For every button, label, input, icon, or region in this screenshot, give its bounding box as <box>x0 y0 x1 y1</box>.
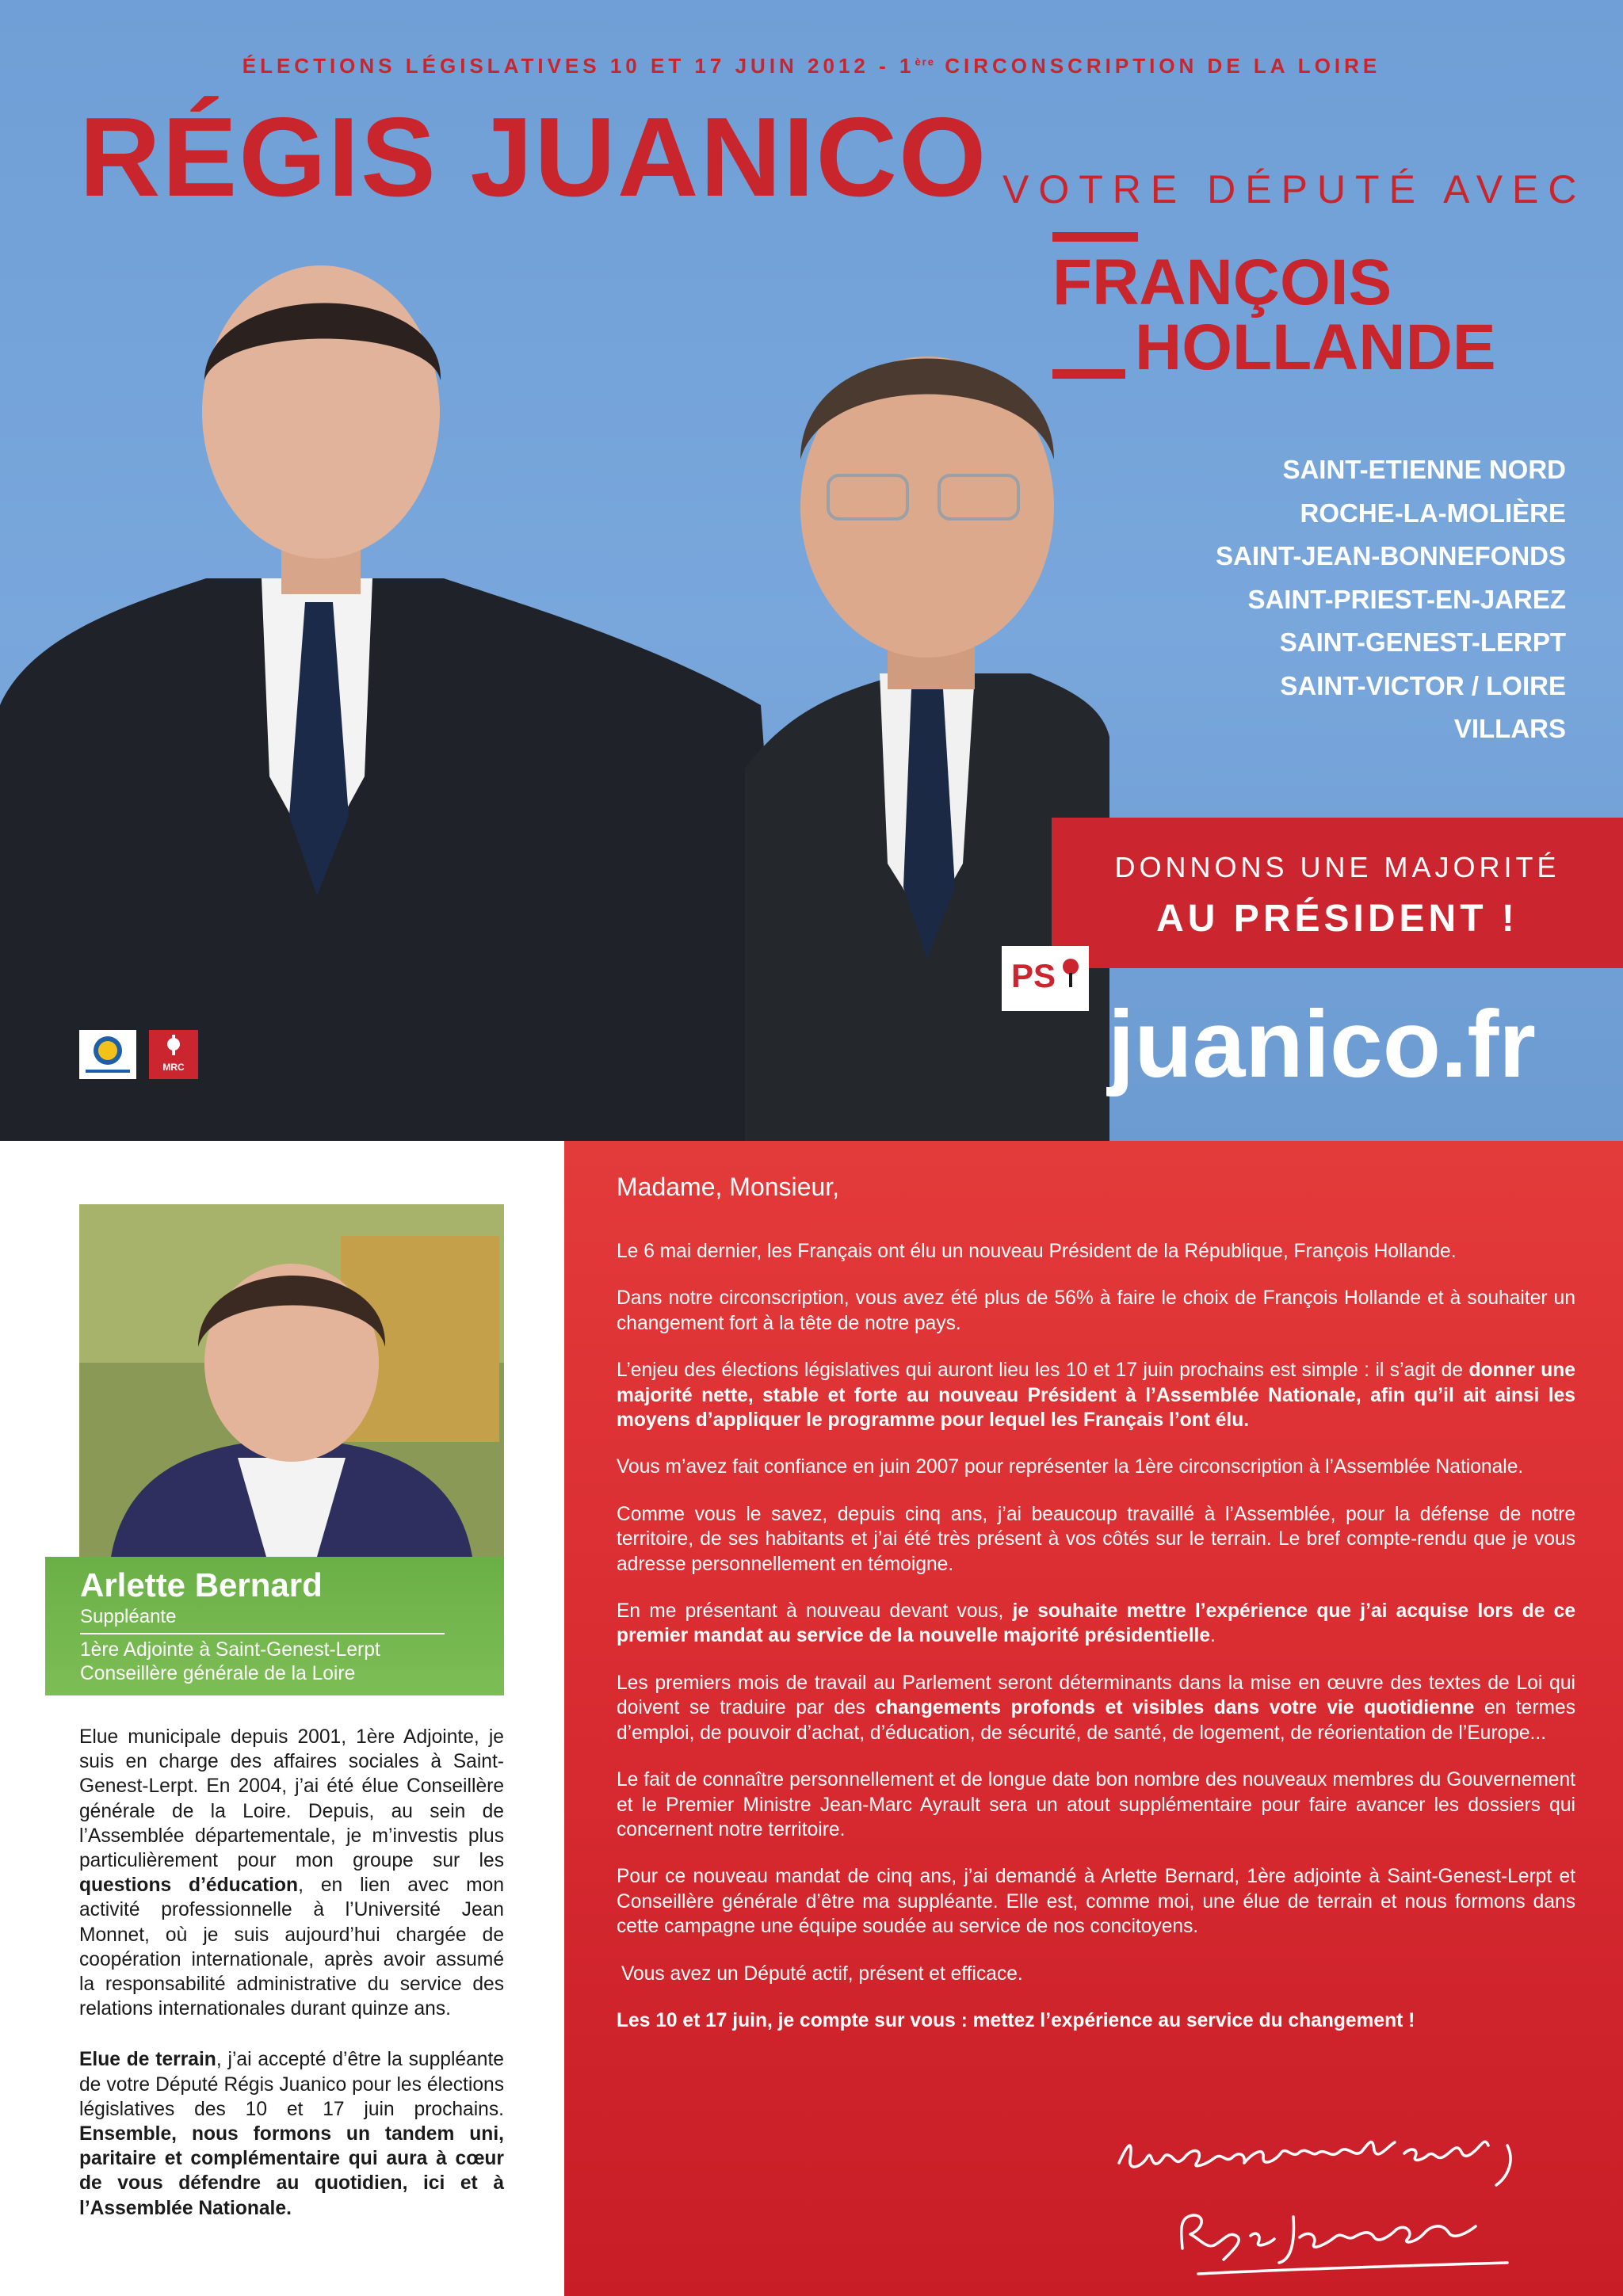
letter-paragraph: Comme vous le savez, depuis cinq ans, j’ai beaucoup travaillé à l’Assemblée, pour la défense de notre territoire, de ses habitants et j’ai été très présent à vos côtés sur le terrain. Le bref compte-rendu que je vous adresse personnellement en témoigne. <box>617 1503 1575 1575</box>
letter-paragraph: Pour ce nouveau mandat de cinq ans, j’ai demandé à Arlette Bernard, 1ère adjointe à Saint-Genest-Lerpt et Conseillère générale d’être ma suppléante. Elle est, comme moi, une élue de terrain et nous formons dans cette campagne une équipe soudée au service de nos concitoyens. <box>617 1866 1575 1938</box>
letter-paragraph: Les premiers mois de travail au Parlement seront déterminants dans la mise en œuvre des textes de Loi qui doivent se traduire par des changements profonds et visibles dans votre vie quotidienne en termes d’emploi, de pouvoir d’achat, d’éducation, de sécurité, de santé, de logement, de réorientation de l’Europe... <box>617 1672 1576 1744</box>
letter-closing: Les 10 et 17 juin, je compte sur vous : mettez l’expérience au service du changement ! <box>617 2009 1415 2031</box>
letter-paragraph: Vous avez un Député actif, présent et efficace. <box>621 1962 1023 1985</box>
bio-paragraph: Elue de terrain, j’ai accepté d’être la suppléante de votre Député Régis Juanico pour les élections législatives des 10 et 17 juin prochains. Ensemble, nous formons un tandem uni, paritaire et complémentaire qui aura à cœur de vous défendre au quotidien, ici et à l’Assemblée Nationale. <box>79 2049 504 2219</box>
ps-logo <box>1002 946 1089 1011</box>
mrc-logo-text: MRC <box>162 1062 185 1073</box>
town-item: SAINT-VICTOR / LOIRE <box>1280 670 1566 700</box>
substitute-title-2: Conseillère générale de la Loire <box>80 1663 356 1684</box>
ps-logo-text: PS <box>1011 957 1056 994</box>
substitute-bio <box>79 1725 504 2247</box>
accent-bar <box>1052 232 1138 242</box>
substitute-role: Suppléante <box>80 1606 177 1627</box>
letter-body <box>617 1239 1575 2055</box>
prg-logo <box>79 1030 136 1079</box>
town-item: SAINT-ETIENNE NORD <box>1282 455 1566 484</box>
mrc-logo <box>149 1030 198 1079</box>
majority-banner <box>1052 818 1623 968</box>
rose-icon <box>1059 957 1083 989</box>
substitute-title-1: 1ère Adjointe à Saint-Genest-Lerpt <box>80 1639 380 1661</box>
divider <box>80 1633 445 1634</box>
majority-line-1: DONNONS UNE MAJORITÉ <box>1114 851 1560 883</box>
towns-list <box>1216 448 1566 751</box>
hero-banner <box>0 0 1623 1141</box>
letter-paragraph: Dans notre circonscription, vous avez été plus de 56% à faire le choix de François Hollande et à souhaiter un changement fort à la tête de notre pays. <box>617 1287 1575 1334</box>
substitute-column <box>0 1141 564 2296</box>
letter-paragraph: En me présentant à nouveau devant vous, je souhaite mettre l’expérience que j’ai acquise lors de ce premier mandat au service de la nouvelle majorité présidentielle. <box>617 1600 1576 1647</box>
letter-paragraph: Le fait de connaître personnellement et de longue date bon nombre des nouveaux membres du Gouvernement et le Premier Ministre Jean-Marc Ayrault sera un atout supplémentaire pour faire avancer les dossiers qui concernent notre territoire. <box>617 1769 1575 1840</box>
ally-last-name: HOLLANDE <box>1135 311 1496 383</box>
town-item: SAINT-PRIEST-EN-JAREZ <box>1247 584 1566 614</box>
tagline: VOTRE DÉPUTÉ AVEC <box>1002 167 1587 212</box>
website-url[interactable]: juanico.fr <box>1107 991 1536 1097</box>
substitute-photo <box>79 1204 504 1557</box>
town-item: VILLARS <box>1453 714 1566 743</box>
town-item: ROCHE-LA-MOLIÈRE <box>1300 498 1566 528</box>
town-item: SAINT-JEAN-BONNEFONDS <box>1216 541 1566 570</box>
substitute-name: Arlette Bernard <box>80 1566 323 1604</box>
handwritten-signature <box>1095 2090 1571 2288</box>
substitute-name-band <box>45 1557 504 1695</box>
ally-first-name: FRANÇOIS <box>1052 246 1392 318</box>
letter-paragraph: L’enjeu des élections législatives qui auront lieu les 10 et 17 juin prochains est simple : il s’agit de donner une majorité nette, stable et forte au nouveau Président à l’Assemblée Nationale, afin qu’il ait ainsi les moyens d’appliquer le programme pour lequel les Français l’ont élu. <box>617 1360 1575 1432</box>
letter-paragraph: Le 6 mai dernier, les Français ont élu un nouveau Président de la République, François Hollande. <box>617 1241 1457 1262</box>
letter-greeting: Madame, Monsieur, <box>617 1173 840 1201</box>
election-dates: ÉLECTIONS LÉGISLATIVES 10 ET 17 JUIN 2012 - 1ère CIRCONSCRIPTION DE LA LOIRE <box>242 54 1381 78</box>
majority-line-2: AU PRÉSIDENT ! <box>1156 898 1518 940</box>
candidates-photo <box>0 261 1109 1141</box>
bio-paragraph: Elue municipale depuis 2001, 1ère Adjointe, je suis en charge des affaires sociales à Saint-Genest-Lerpt. En 2004, j’ai été élue Conseillère générale de la Loire. Depuis, au sein de l’Assemblée départementale, je m’investis plus particulièrement pour mon groupe sur les questions d’éducation, en lien avec mon activité professionnelle à l’Université Jean Monnet, où je suis aujourd’hui chargée de coopération internationale, après avoir assumé la responsabilité administrative du service des relations internationales durant quinze ans. <box>79 1726 504 2020</box>
letter-panel <box>564 1141 1623 2296</box>
letter-paragraph: Vous m’avez fait confiance en juin 2007 pour représenter la 1ère circonscription à l’Assemblée Nationale. <box>617 1456 1524 1478</box>
candidate-name: RÉGIS JUANICO <box>79 94 988 220</box>
town-item: SAINT-GENEST-LERPT <box>1279 627 1566 657</box>
